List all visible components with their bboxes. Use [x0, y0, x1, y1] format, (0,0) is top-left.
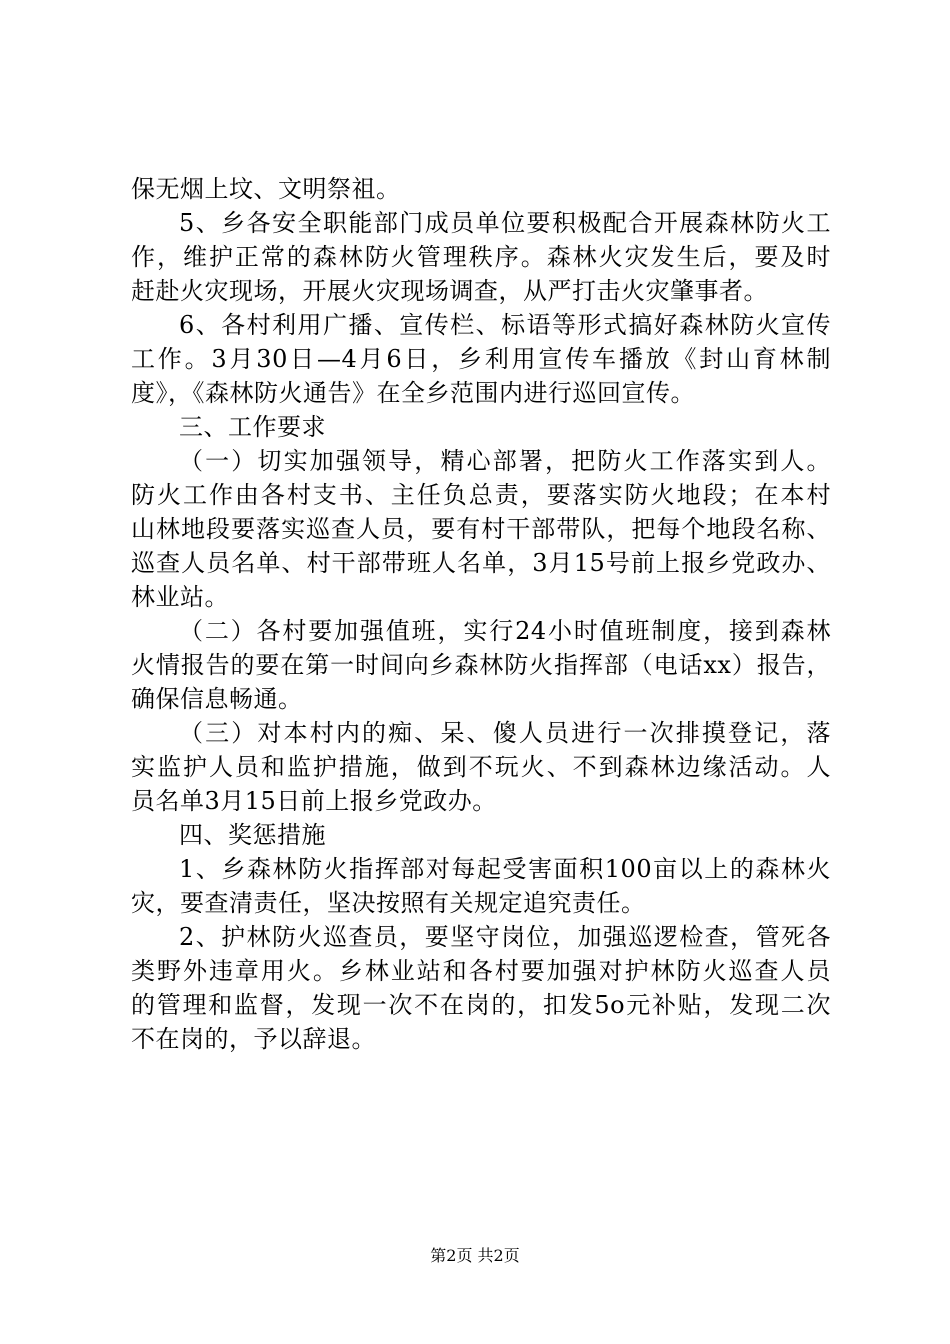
text-line: 林业站。: [131, 583, 229, 611]
text-line: 的管理和监督，发现一次不在岗的，扣发5o元补贴，发现二次: [131, 991, 831, 1019]
section-heading: 四、奖惩措施: [179, 821, 326, 849]
text-line: 防火工作由各村支书、主任负总责，要落实防火地段；在本村: [131, 481, 831, 509]
text-line: 度》，《森林防火通告》在全乡范围内进行巡回宣传。: [131, 379, 695, 407]
page-number-footer: 第2页 共2页: [430, 1246, 520, 1265]
text-line: 确保信息畅通。: [131, 685, 303, 713]
text-line: 巡查人员名单、村干部带班人名单，3月15号前上报乡党政办、: [131, 549, 831, 577]
section-heading: 三、工作要求: [179, 413, 326, 441]
text-line: 作，维护正常的森林防火管理秩序。森林火灾发生后，要及时: [131, 243, 831, 271]
text-line: 5、乡各安全职能部门成员单位要积极配合开展森林防火工: [179, 209, 831, 237]
text-line: 类野外违章用火。乡林业站和各村要加强对护林防火巡查人员: [131, 957, 831, 985]
text-line: 火情报告的要在第一时间向乡森林防火指挥部（电话xx）报告，: [131, 651, 831, 679]
text-line: （一）切实加强领导，精心部署，把防火工作落实到人。: [179, 447, 831, 475]
text-line: 6、各村利用广播、宣传栏、标语等形式搞好森林防火宣传: [179, 311, 831, 339]
text-line: 山林地段要落实巡查人员，要有村干部带队，把每个地段名称、: [131, 515, 831, 543]
text-line: 不在岗的，予以辞退。: [131, 1025, 376, 1053]
text-line: 员名单3月15日前上报乡党政办。: [131, 787, 497, 815]
text-line: （二）各村要加强值班，实行24小时值班制度，接到森林: [179, 617, 831, 645]
text-line: 1、乡森林防火指挥部对每起受害面积100亩以上的森林火: [179, 855, 831, 883]
text-line: 赶赴火灾现场，开展火灾现场调查，从严打击火灾肇事者。: [131, 277, 768, 305]
text-line: 实监护人员和监护措施，做到不玩火、不到森林边缘活动。人: [131, 753, 831, 781]
text-line: 2、护林防火巡查员，要坚守岗位，加强巡逻检查，管死各: [179, 923, 831, 951]
text-line: 工作。3月30日—4月6日，乡利用宣传车播放《封山育林制: [131, 345, 831, 373]
text-line: （三）对本村内的痴、呆、傻人员进行一次排摸登记，落: [179, 719, 831, 747]
text-line: 保无烟上坟、文明祭祖。: [131, 175, 401, 203]
text-line: 灾，要查清责任，坚决按照有关规定追究责任。: [131, 889, 646, 917]
document-body: [131, 172, 831, 1056]
